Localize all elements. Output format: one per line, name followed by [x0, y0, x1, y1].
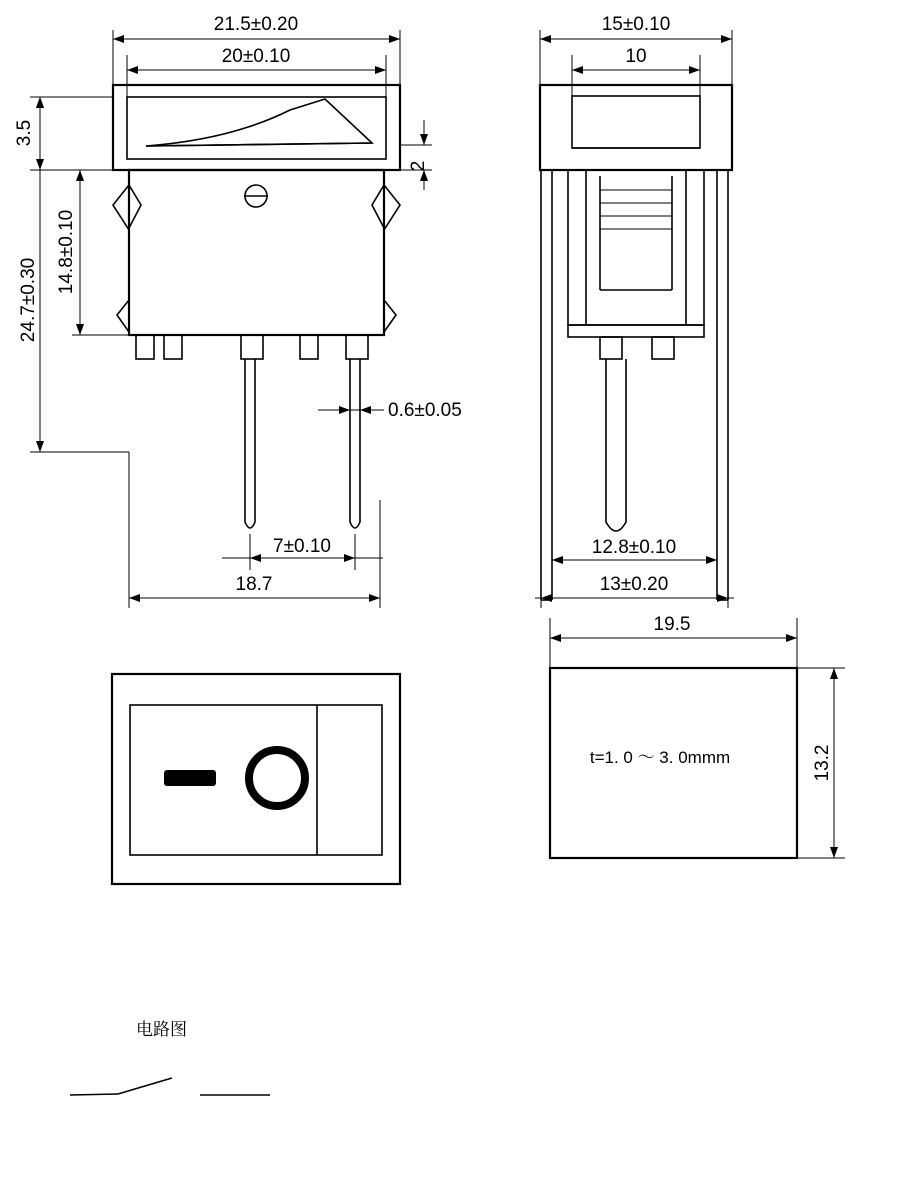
- dim-flange-width: 15±0.10: [601, 14, 671, 35]
- dim-total-height: 24.7±0.30: [18, 257, 39, 343]
- dim-cutout-width: 19.5: [653, 614, 691, 635]
- dim-terminal-thickness: 0.6±0.05: [388, 400, 462, 421]
- dim-overall-depth: 18.7: [235, 574, 273, 595]
- dim-width-outer: 21.5±0.20: [213, 14, 299, 35]
- thickness-note: t=1. 0 ～ 3. 0mmm: [589, 748, 731, 767]
- front-view: [14, 14, 462, 608]
- face-view: [112, 674, 400, 884]
- dim-width-panel: 20±0.10: [221, 46, 291, 67]
- dim-inner-width: 12.8±0.10: [591, 537, 677, 558]
- dim-bezel-step: 2: [408, 160, 429, 172]
- on-marking: [164, 770, 216, 786]
- circuit-diagram: [70, 1020, 270, 1095]
- off-marking: [249, 750, 305, 806]
- dim-body-height: 14.8±0.10: [56, 209, 77, 295]
- dim-terminal-pitch: 7±0.10: [273, 536, 331, 557]
- circuit-label: 电路图: [136, 1020, 187, 1040]
- dim-body-width: 10: [625, 46, 647, 67]
- dim-cutout-height: 13.2: [812, 744, 833, 782]
- panel-cutout-view: [550, 614, 845, 858]
- dim-bezel-height: 3.5: [14, 119, 35, 147]
- dim-outer-width: 13±0.20: [599, 574, 669, 595]
- side-view: [535, 14, 734, 608]
